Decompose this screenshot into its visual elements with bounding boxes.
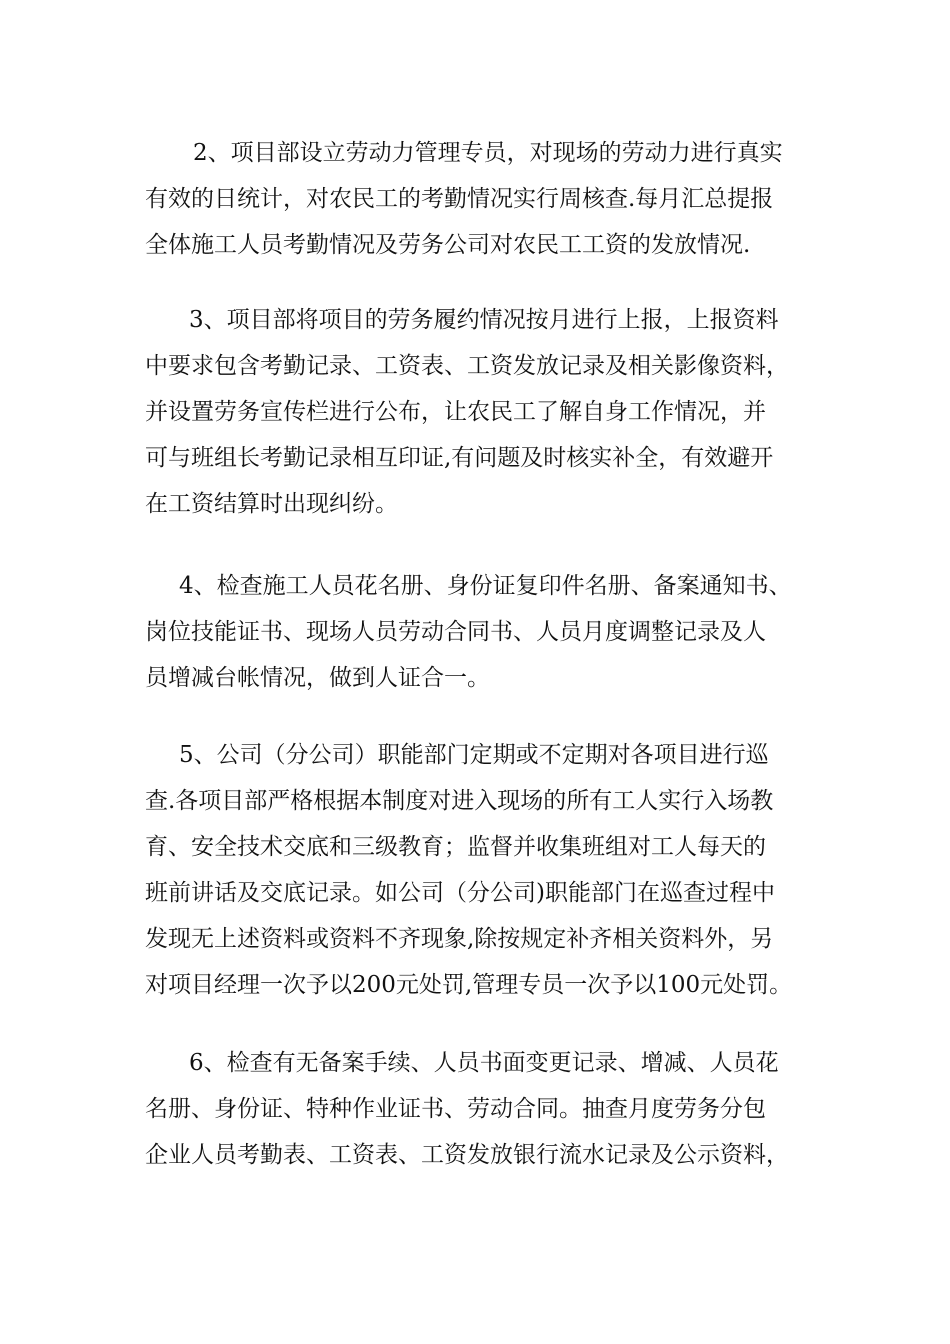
- paragraph-line: 可与班组长考勤记录相互印证,有问题及时核实补全，有效避开: [145, 445, 774, 471]
- paragraph-line: 在工资结算时出现纠纷。: [145, 491, 398, 517]
- paragraph-line: 全体施工人员考勤情况及劳务公司对农民工工资的发放情况.: [145, 232, 751, 258]
- paragraph-line: 企业人员考勤表、工资表、工资发放银行流水记录及公示资料，: [145, 1142, 789, 1168]
- paragraph-line: 对项目经理一次予以200元处罚,管理专员一次予以100元处罚。: [145, 972, 793, 998]
- paragraph-item-6: [145, 1040, 789, 1178]
- paragraph-item-2: [145, 130, 783, 268]
- paragraph-line: 查.各项目部严格根据本制度对进入现场的所有工人实行入场教: [145, 788, 774, 814]
- paragraph-item-5: [145, 732, 792, 1008]
- paragraph-line: 岗位技能证书、现场人员劳动合同书、人员月度调整记录及人: [145, 619, 766, 645]
- paragraph-line: 中要求包含考勤记录、工资表、工资发放记录及相关影像资料，: [145, 353, 789, 379]
- paragraph-line: 6、检查有无备案手续、人员书面变更记录、增减、人员花: [189, 1050, 779, 1076]
- paragraph-line: 有效的日统计，对农民工的考勤情况实行周核查.每月汇总提报: [145, 186, 774, 212]
- paragraph-line: 育、安全技术交底和三级教育；监督并收集班组对工人每天的: [145, 834, 766, 860]
- paragraph-line: 名册、身份证、特种作业证书、劳动合同。抽查月度劳务分包: [145, 1096, 766, 1122]
- paragraph-line: 4、检查施工人员花名册、身份证复印件名册、备案通知书、: [179, 573, 792, 599]
- paragraph-line: 5、公司（分公司）职能部门定期或不定期对各项目进行巡: [179, 742, 769, 768]
- paragraph-line: 发现无上述资料或资料不齐现象,除按规定补齐相关资料外，另: [145, 926, 774, 952]
- paragraph-line: 2、项目部设立劳动力管理专员，对现场的劳动力进行真实: [193, 140, 783, 166]
- paragraph-line: 员增减台帐情况，做到人证合一。: [145, 665, 490, 691]
- paragraph-line: 并设置劳务宣传栏进行公布，让农民工了解自身工作情况，并: [145, 399, 766, 425]
- paragraph-line: 班前讲话及交底记录。如公司（分公司)职能部门在巡查过程中: [145, 880, 775, 906]
- paragraph-item-4: [145, 563, 792, 701]
- paragraph-line: 3、项目部将项目的劳务履约情况按月进行上报，上报资料: [189, 307, 779, 333]
- paragraph-item-3: [145, 297, 789, 527]
